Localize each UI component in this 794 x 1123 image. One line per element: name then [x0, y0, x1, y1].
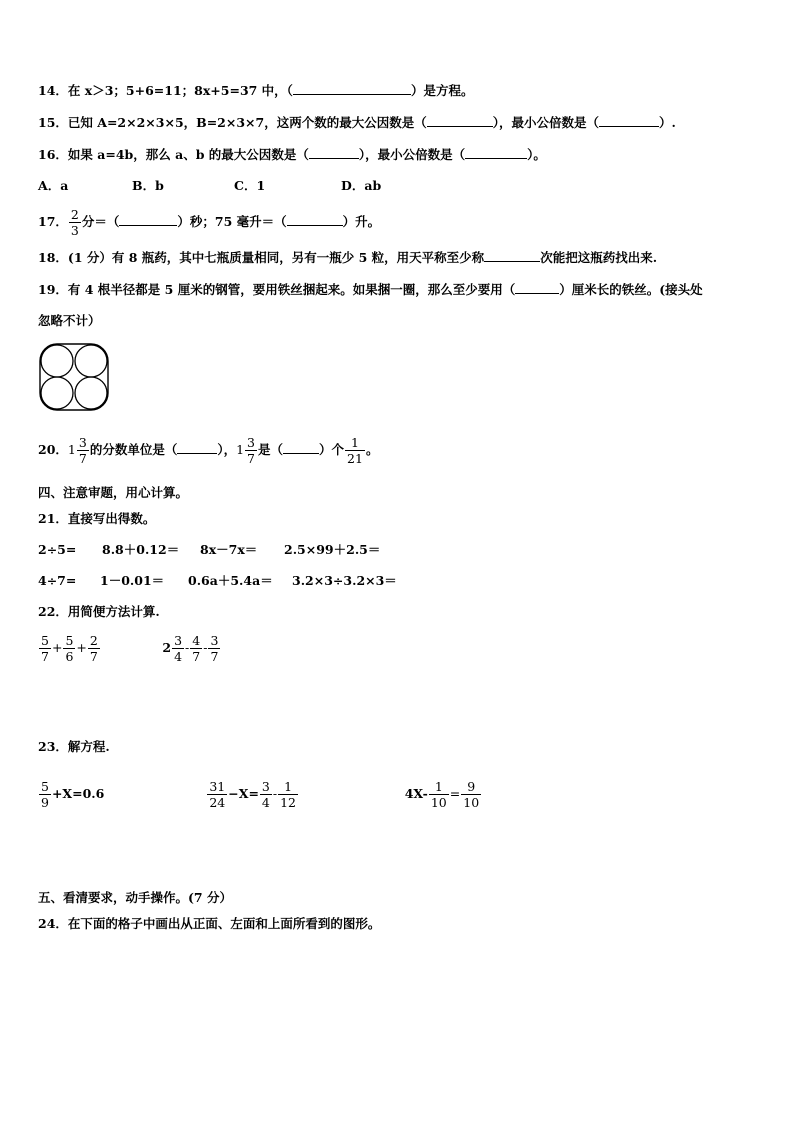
fraction-numerator: 5: [65, 633, 74, 648]
fraction-denominator: 21: [347, 451, 363, 466]
fraction-denominator: 10: [463, 795, 480, 810]
question-19-continued: [38, 312, 101, 330]
fraction: [207, 779, 227, 810]
calc-item: 0.6a＋5.4a＝: [188, 573, 273, 588]
fraction-numerator: 2: [70, 207, 79, 222]
q22-expressions: [38, 628, 221, 668]
question-text: ），: [217, 442, 237, 457]
answer-blank[interactable]: [515, 281, 559, 294]
answer-blank[interactable]: [283, 441, 319, 454]
question-text: ）厘米长的铁丝。(接头处: [559, 282, 703, 297]
fraction-numerator: 31: [209, 779, 226, 794]
equation-text: −X=: [228, 786, 259, 801]
question-23: [38, 738, 110, 756]
question-17: [38, 203, 380, 241]
question-number: 21．: [38, 511, 68, 526]
option-b[interactable]: B．b: [132, 178, 164, 193]
answer-blank[interactable]: [484, 249, 540, 262]
question-19: [38, 281, 703, 299]
equation-text: 4X-: [404, 786, 428, 801]
question-text: 如果 a=4b，那么 a、b 的最大公因数是（: [67, 147, 309, 162]
question-text: ）。: [527, 147, 546, 162]
question-24: [38, 915, 380, 933]
question-text: ），最小公倍数是（: [492, 115, 599, 130]
equation-3: [405, 774, 482, 814]
fraction-denominator: 7: [192, 649, 201, 664]
fraction-denominator: 10: [430, 795, 447, 810]
fraction-numerator: 3: [261, 779, 270, 794]
calc-item: 1－0.01＝: [100, 573, 165, 588]
fraction: [77, 435, 89, 466]
question-16: [38, 146, 546, 164]
operator: -: [203, 640, 208, 655]
question-text: (1 分）有 8 瓶药，其中七瓶质量相同，另有一瓶少 5 粒，用天平称至少称: [67, 250, 485, 265]
fraction-denominator: 7: [41, 649, 49, 664]
fraction-numerator: 5: [41, 633, 49, 648]
fraction-denominator: 4: [174, 649, 183, 664]
q21-row-1: [38, 541, 380, 559]
fraction-numerator: 3: [210, 633, 219, 648]
fraction-numerator: 9: [467, 779, 476, 794]
fraction-numerator: 1: [351, 435, 359, 450]
question-text: 分＝（: [81, 214, 120, 229]
section-title: 四、注意审题，用心计算。: [38, 485, 189, 500]
question-text: 在下面的格子中画出从正面、左面和上面所看到的图形。: [67, 916, 381, 931]
fraction-numerator: 4: [192, 633, 201, 648]
fraction: [190, 633, 202, 664]
fraction-numerator: 3: [174, 633, 183, 648]
question-text: ），最小公倍数是（: [358, 147, 466, 162]
fraction: [278, 779, 298, 810]
fraction: [88, 633, 100, 664]
option-d[interactable]: D．ab: [341, 178, 382, 193]
fraction-numerator: 1: [434, 779, 443, 794]
fraction: [260, 779, 272, 810]
answer-blank[interactable]: [309, 146, 359, 159]
question-14: [38, 82, 473, 100]
operator: =: [449, 786, 461, 801]
calc-item: 2.5×99＋2.5＝: [284, 542, 381, 557]
section-title: 五、看清要求，动手操作。(7 分）: [38, 890, 232, 905]
calc-item: 2÷5=: [38, 542, 77, 557]
calc-item: 3.2×3÷3.2×3＝: [292, 573, 397, 588]
question-text: ）个: [319, 442, 345, 457]
answer-blank[interactable]: [293, 82, 411, 95]
question-number: 16．: [38, 147, 68, 162]
question-22: [38, 603, 160, 621]
fraction-denominator: 7: [247, 451, 255, 466]
q21-row-2: [38, 572, 397, 590]
question-number: 14．: [38, 83, 68, 98]
fraction-denominator: 7: [210, 649, 219, 664]
fraction: [208, 633, 220, 664]
mixed-whole: 1: [67, 442, 76, 457]
equation-2: [206, 774, 400, 814]
question-text: 忽略不计）: [38, 313, 101, 328]
section-4-heading: [38, 484, 188, 502]
pipe-circle: [75, 377, 107, 409]
question-15: [38, 114, 676, 132]
question-21: [38, 510, 155, 528]
expression-1: [38, 628, 158, 668]
question-text: 直接写出得数。: [67, 511, 156, 526]
pipe-circle: [41, 377, 73, 409]
fraction: [429, 779, 449, 810]
fraction-denominator: 9: [41, 795, 49, 810]
calc-item: 8x－7x＝: [200, 542, 258, 557]
question-18: [38, 249, 657, 267]
fraction-denominator: 7: [78, 451, 87, 466]
equation-text: +X=0.6: [51, 786, 105, 801]
operator: +: [76, 640, 87, 655]
fraction-denominator: 24: [209, 795, 226, 810]
answer-blank[interactable]: [119, 213, 177, 226]
fraction-denominator: 4: [261, 795, 270, 810]
fraction: [39, 779, 51, 810]
q23-equations: [38, 774, 482, 814]
fraction: [39, 633, 51, 664]
question-number: 15．: [38, 115, 68, 130]
equation-1: [38, 774, 202, 814]
question-text: ）秒；75 毫升＝（: [177, 214, 287, 229]
fraction-numerator: 3: [247, 435, 255, 450]
fraction: [345, 435, 365, 466]
question-text: ）.: [659, 115, 676, 130]
question-number: 23．: [38, 739, 68, 754]
question-text: 已知 A=2×2×3×5，B=2×3×7，这两个数的最大公因数是（: [67, 115, 427, 130]
question-text: 有 4 根半径都是 5 厘米的钢管，要用铁丝捆起来。如果捆一圈，那么至少要用（: [67, 282, 516, 297]
answer-blank[interactable]: [177, 441, 217, 454]
fraction-numerator: 3: [78, 435, 87, 450]
fraction-numerator: 1: [284, 779, 293, 794]
calc-item: 8.8＋0.12＝: [102, 542, 180, 557]
fraction-denominator: 3: [70, 223, 79, 238]
fraction: [245, 435, 257, 466]
pipe-circle: [41, 345, 73, 377]
fraction-numerator: 5: [41, 779, 49, 794]
question-text: ）是方程。: [410, 83, 474, 98]
question-text: 是（: [258, 442, 284, 457]
four-pipes-figure: [38, 342, 112, 414]
fraction: [63, 633, 75, 664]
option-c[interactable]: C．1: [234, 178, 266, 193]
pipe-circle: [75, 345, 107, 377]
operator: -: [185, 640, 190, 655]
question-number: 20．: [38, 442, 68, 457]
answer-blank[interactable]: [465, 146, 527, 159]
answer-blank[interactable]: [427, 114, 493, 127]
fraction: [69, 207, 81, 238]
question-text: 用简便方法计算.: [67, 604, 160, 619]
operator: +: [51, 640, 63, 655]
question-number: 19．: [38, 282, 68, 297]
fraction-denominator: 6: [65, 649, 74, 664]
question-number: 18．: [38, 250, 68, 265]
fraction-numerator: 2: [89, 633, 98, 648]
question-20: [38, 431, 378, 469]
question-text: 解方程.: [67, 739, 110, 754]
question-text: ）升。: [342, 214, 381, 229]
question-number: 24．: [38, 916, 68, 931]
expression-2: [162, 628, 221, 668]
question-16-options: [38, 177, 381, 195]
answer-blank[interactable]: [287, 213, 343, 226]
question-text: 次能把这瓶药找出来.: [540, 250, 658, 265]
question-text: 在 x＞3；5+6=11；8x+5=37 中，（: [67, 83, 293, 98]
fraction: [461, 779, 481, 810]
operator: -: [272, 786, 278, 801]
calc-item: 4÷7=: [38, 573, 77, 588]
fraction-denominator: 7: [89, 649, 98, 664]
question-text: 。: [365, 442, 379, 457]
question-number: 17．: [38, 214, 68, 229]
option-a[interactable]: A．a: [38, 178, 69, 193]
answer-blank[interactable]: [599, 114, 659, 127]
mixed-whole: 1: [236, 442, 245, 457]
question-number: 22．: [38, 604, 68, 619]
mixed-whole: 2: [162, 640, 172, 655]
wire-outline: [40, 344, 108, 410]
fraction-denominator: 12: [280, 795, 297, 810]
section-5-heading: [38, 889, 232, 907]
question-text: 的分数单位是（: [89, 442, 178, 457]
fraction: [172, 633, 184, 664]
